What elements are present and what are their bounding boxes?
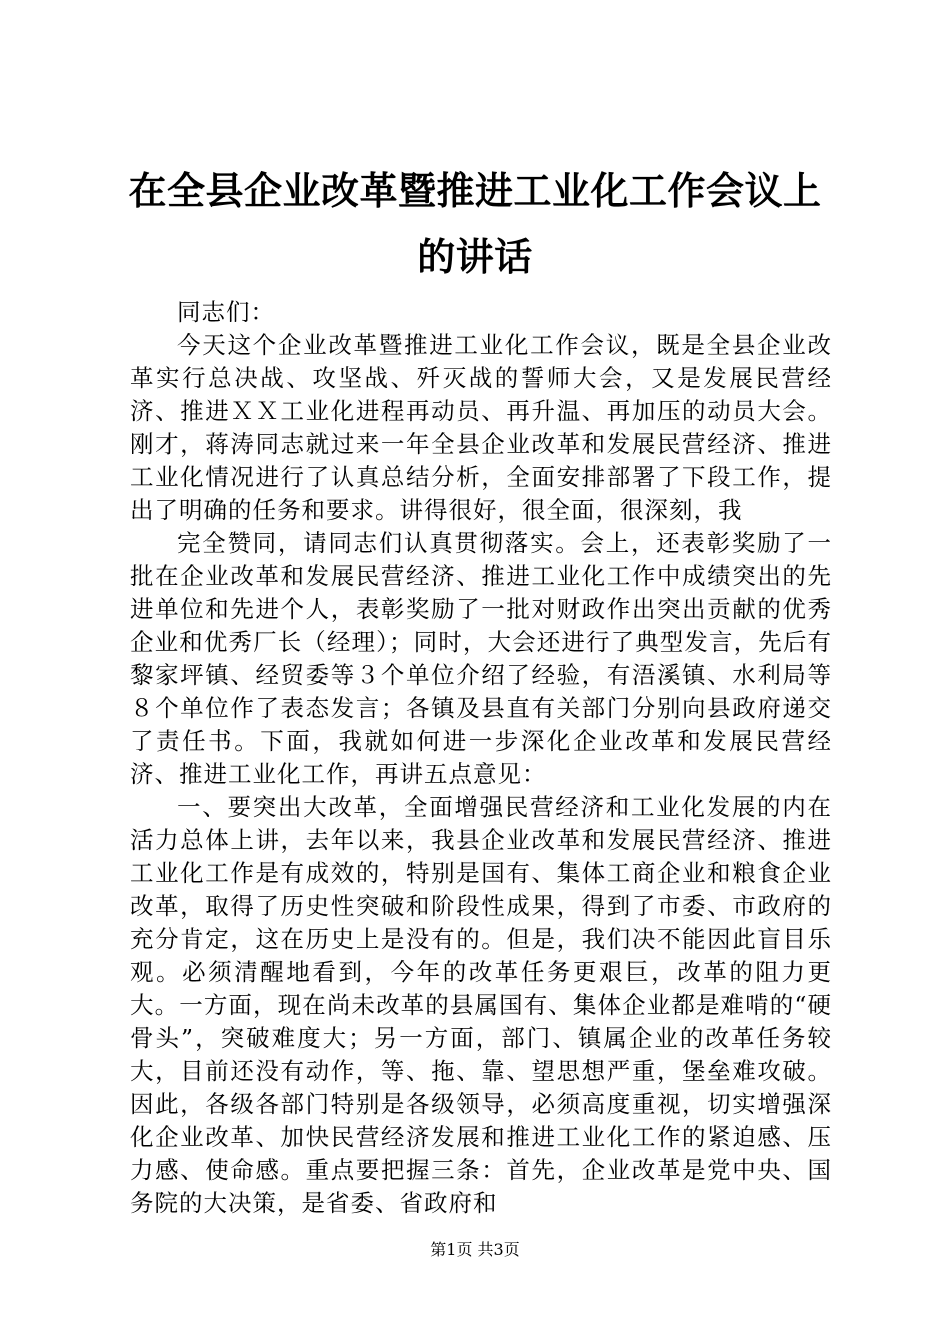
document-body (130, 296, 832, 1220)
page-number-footer: 第1页 共3页 (430, 1240, 520, 1259)
paragraph: 一、要突出大改革，全面增强民营经济和工业化发展的内在活力总体上讲，去年以来，我县企业改革和发展民营经济、推进工业化工作是有成效的，特别是国有、集体工商企业和粮食企业改革，取得了历史性突破和阶段性成果，得到了市委、市政府的充分肯定，这在历史上是没有的。但是，我们决不能因此盲目乐观。必须清醒地看到，今年的改革任务更艰巨，改革的阻力更大。一方面，现在尚未改革的县属国有、集体企业都是难啃的“硬骨头”，突破难度大；另一方面，部门、镇属企业的改革任务较大，目前还没有动作，等、拖、靠、望思想严重，堡垒难攻破。因此，各级各部门特别是各级领导，必须高度重视，切实增强深化企业改革、加快民营经济发展和推进工业化工作的紧迫感、压力感、使命感。重点要把握三条：首先，企业改革是党中央、国务院的大决策，是省委、省政府和 (130, 793, 832, 1217)
paragraph: 今天这个企业改革暨推进工业化工作会议，既是全县企业改革实行总决战、攻坚战、歼灭战的誓师大会，又是发展民营经济、推进ＸＸ工业化进程再动员、再升温、再加压的动员大会。刚才，蒋涛同志就过来一年全县企业改革和发展民营经济、推进工业化情况进行了认真总结分析，全面安排部署了下段工作，提出了明确的任务和要求。讲得很好，很全面，很深刻，我 (130, 331, 832, 524)
document-title: 在全县企业改革暨推进工业化工作会议上的讲话 (128, 168, 822, 279)
paragraph: 完全赞同，请同志们认真贯彻落实。会上，还表彰奖励了一批在企业改革和发展民营经济、推进工业化工作中成绩突出的先进单位和先进个人，表彰奖励了一批对财政作出突出贡献的优秀企业和优秀厂长（经理）；同时，大会还进行了典型发言，先后有黎家坪镇、经贸委等３个单位介绍了经验，有浯溪镇、水利局等８个单位作了表态发言；各镇及县直有关部门分别向县政府递交了责任书。下面，我就如何进一步深化企业改革和发展民营经济、推进工业化工作，再讲五点意见： (130, 529, 832, 788)
greeting: 同志们： (177, 298, 275, 326)
